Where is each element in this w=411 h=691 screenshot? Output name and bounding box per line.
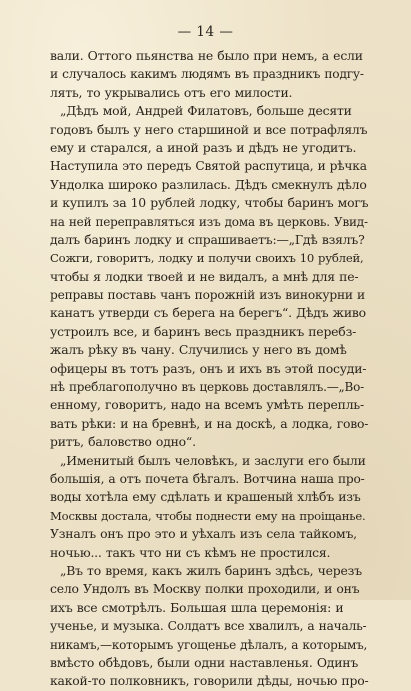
text-line: ритъ, баловство одно“. — [50, 434, 196, 450]
text-line: Москвы достала, чтобы поднести ему на проіщанье. — [50, 508, 366, 523]
text-line: Узналъ онъ про это и уѣхалъ изъ села тайкомъ, — [50, 526, 357, 542]
text-line: ночью... такъ что ни съ кѣмъ не простился. — [50, 544, 331, 560]
text-line: чтобы я лодки твоей и не видалъ, а мнѣ для пе- — [50, 268, 359, 284]
text-line: и случалось какимъ людямъ въ праздникъ подгу- — [50, 67, 364, 82]
text-line: Ундолка широко разлилась. Дѣдъ смекнулъ дѣло — [50, 176, 367, 192]
text-line: ему и старался, а иной разъ и дѣдъ не угодитъ. — [50, 139, 357, 155]
text-line: никамъ,—которымъ угощенье дѣлалъ, а которымъ, — [50, 637, 368, 652]
text-line: Наступила это передъ Святой распутица, и рѣчка — [50, 159, 367, 174]
text-line: ученье, и музыка. Солдатъ все хвалилъ, а началь- — [50, 619, 367, 634]
text-line: большія, а отъ почета бѣгалъ. Вотчина наша про- — [50, 471, 365, 486]
text-line: далъ баринъ лодку и спрашиваетъ:—„Гдѣ взялъ? — [50, 231, 365, 247]
text-line: вать рѣки: и на бревнѣ, и на доскѣ, а лодка, гово- — [50, 415, 369, 431]
text-line: офицеры въ тотъ разъ, онъ и ихъ въ этой посуди- — [50, 360, 367, 376]
text-line: „Въ то время, какъ жилъ баринъ здѣсь, черезъ — [60, 562, 362, 578]
text-line: нѣ преблагополучно въ церковь доставлялъ.—„Во- — [50, 380, 365, 395]
text-line: лять, то укрывались отъ его милости. — [50, 84, 293, 100]
text-line: „Именитый былъ человѣкъ, и заслуги его были — [60, 452, 366, 468]
text-line: и купилъ за 10 рублей лодку, чтобы баринъ могъ — [50, 195, 369, 211]
text-line: ихъ все смотрѣлъ. Большая шла церемонія: и — [50, 599, 344, 615]
page-number: — 14 — — [177, 24, 234, 40]
body-text — [50, 47, 368, 691]
text-line: село Ундолъ въ Москву полки проходили, и онъ — [50, 581, 360, 597]
text-line: устроилъ все, и баринъ весь праздникъ перебз- — [50, 323, 357, 339]
text-line: какой-то полковникъ, говорили дѣды, ночью про- — [50, 673, 369, 689]
text-line: „Дѣдъ мой, Андрей Филатовъ, больше десяти — [60, 103, 352, 119]
text-line: енному, говоритъ, надо на всемъ умѣть перепль- — [50, 397, 364, 413]
text-line: реправы поставь чанъ порожній изъ винокурни и — [50, 288, 365, 303]
text-line: на ней переправляться изъ дома въ церковь. Увид- — [50, 214, 368, 229]
text-line: жалъ рѣку въ чану. Случились у него въ домѣ — [50, 342, 347, 358]
text-line: вали. Оттого пьянства не было при немъ, а если — [50, 48, 363, 63]
text-line: воды хотѣла ему сдѣлать и крашеный хлѣбъ изъ — [50, 489, 361, 505]
text-line: Сожги, говоритъ, лодку и получи своихъ 10 рублей, — [50, 251, 364, 266]
text-line: вмѣсто обѣдовъ, были одни наставленья. Одинъ — [50, 654, 359, 670]
text-line: годовъ былъ у него старшиной и все потрафлялъ — [50, 121, 368, 137]
text-line: канатъ утверди съ берега на берегъ“. Дѣдъ живо — [50, 305, 366, 321]
